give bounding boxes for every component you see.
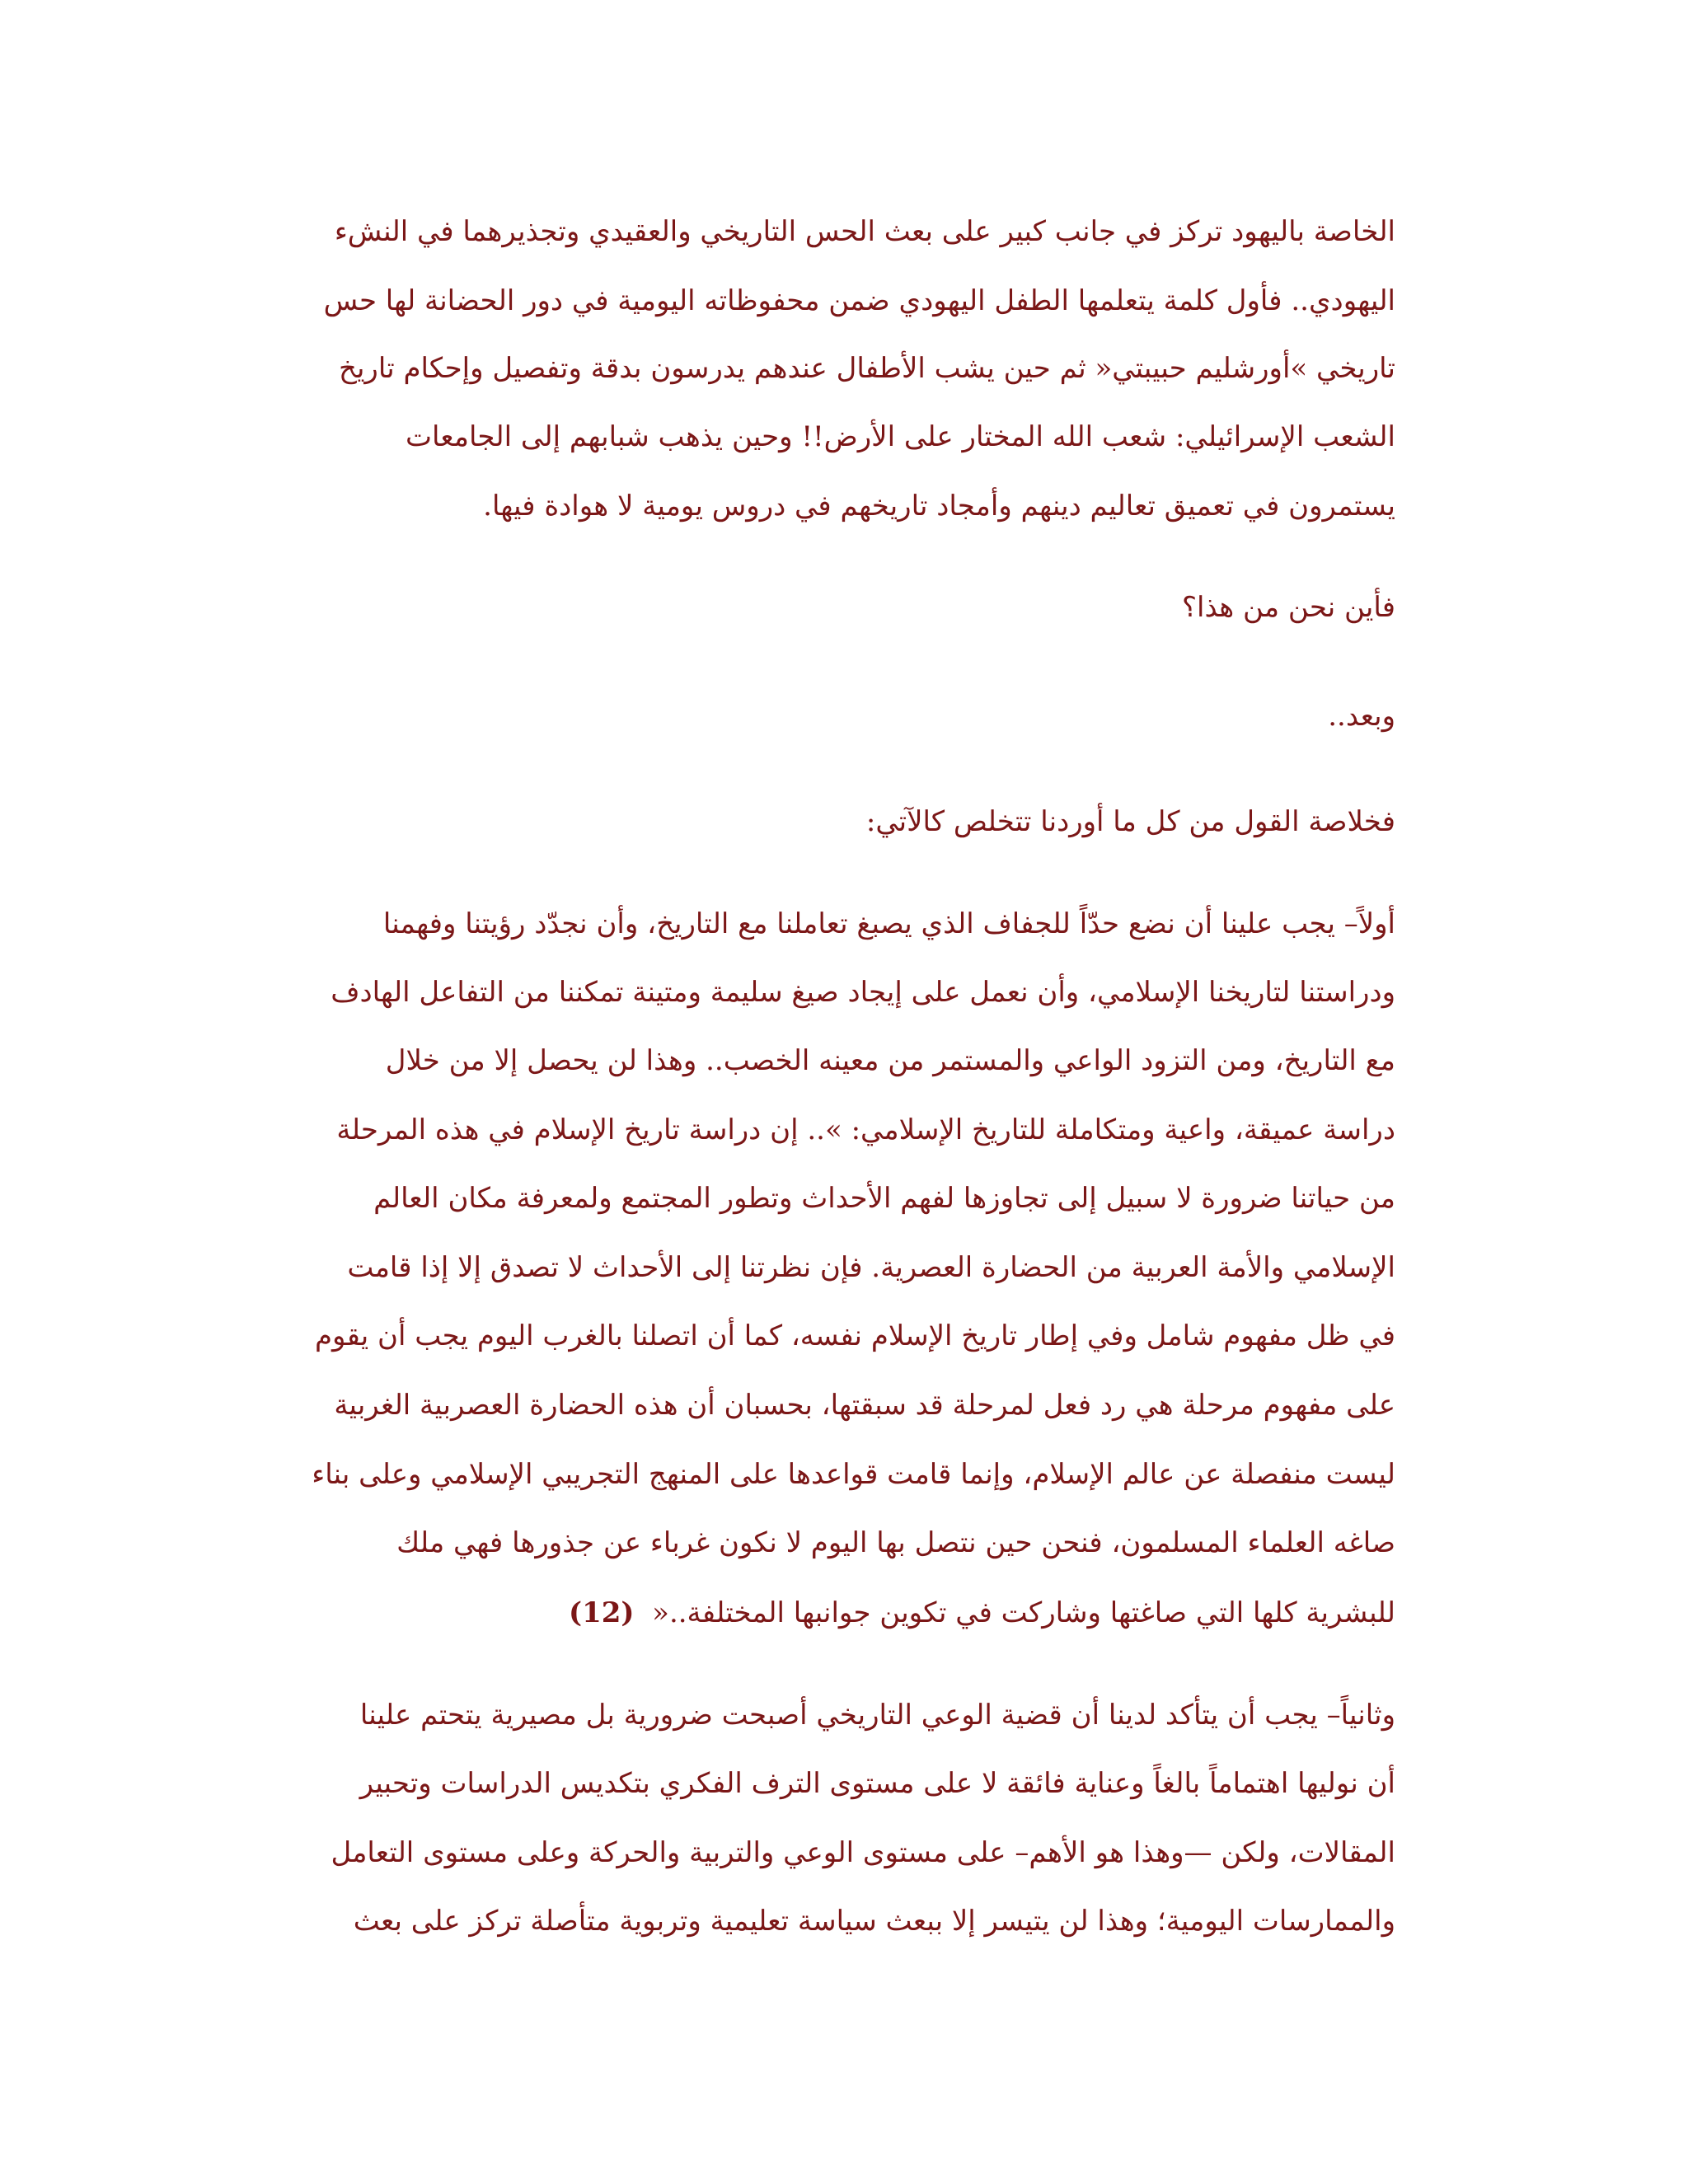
text-line: صاغه العلماء المسلمون، فنحن حين نتصل بها اليوم لا نكون غرباء عن جذورها فهي ملك (396, 1526, 1395, 1559)
text-line: دراسة عميقة، واعية ومتكاملة للتاريخ الإسلامي: ».. إن دراسة تاريخ الإسلام في هذه المرحلة (336, 1113, 1395, 1146)
text-line: الخاصة باليهود تركز في جانب كبير على بعث الحس التاريخي والعقيدي وتجذيرهما في النشء (334, 215, 1395, 248)
text-line: وثانياً– يجب أن يتأكد لدينا أن قضية الوعي التاريخي أصبحت ضرورية بل مصيرية يتحتم علينا (359, 1699, 1395, 1732)
text-line: المقالات، ولكن —وهذا هو الأهم– على مستوى الوعي والتربية والحركة وعلى مستوى التعامل (331, 1836, 1395, 1869)
text-line: في ظل مفهوم شامل وفي إطار تاريخ الإسلام نفسه، كما أن اتصلنا بالغرب اليوم يجب أن يقوم (314, 1319, 1395, 1352)
text-line: تاريخي »أورشليم حبيبتي« ثم حين يشب الأطفال عندهم يدرسون بدقة وتفصيل وإحكام تاريخ (339, 352, 1395, 385)
text-line: أن نوليها اهتماماً بالغاً وعناية فائقة لا على مستوى الترف الفكري بتكديس الدراسات وتحبير (359, 1767, 1395, 1800)
text-line: فخلاصة القول من كل ما أوردنا تتخلص كالآتي: (865, 805, 1395, 838)
text-line: ودراستنا لتاريخنا الإسلامي، وأن نعمل على إيجاد صيغ سليمة ومتينة تمكننا من التفاعل الهادف (331, 976, 1395, 1009)
footnote-reference: (12) (569, 1596, 635, 1629)
text-line: يستمرون في تعميق تعاليم دينهم وأمجاد تاريخهم في دروس يومية لا هوادة فيها. (483, 490, 1395, 523)
text-line: مع التاريخ، ومن التزود الواعي والمستمر من معينه الخصب.. وهذا لن يحصل إلا من خلال (385, 1044, 1395, 1077)
text-line: والممارسات اليومية؛ وهذا لن يتيسر إلا ببعث سياسة تعليمية وتربوية متأصلة تركز على بعث (353, 1905, 1395, 1938)
text-line: أولاً– يجب علينا أن نضع حدّاً للجفاف الذي يصبغ تعاملنا مع التاريخ، وأن نجدّد رؤيتنا وفهمنا (382, 907, 1395, 940)
text-line: وبعد.. (1328, 700, 1395, 733)
text-segment: للبشرية كلها التي صاغتها وشاركت في تكوين جوانبها المختلفة..« (652, 1596, 1395, 1629)
text-line: على مفهوم مرحلة هي رد فعل لمرحلة قد سبقتها، بحسبان أن هذه الحضارة العصربية الغربية (334, 1389, 1395, 1422)
text-line: فأين نحن من هذا؟ (1181, 591, 1395, 624)
text-line: الإسلامي والأمة العربية من الحضارة العصرية. فإن نظرتنا إلى الأحداث لا تصدق إلا إذا قامت (347, 1251, 1395, 1284)
text-line: ليست منفصلة عن عالم الإسلام، وإنما قامت قواعدها على المنهج التجريبي الإسلامي وعلى بناء (312, 1458, 1395, 1491)
text-line: من حياتنا ضرورة لا سبيل إلى تجاوزها لفهم الأحداث وتطور المجتمع ولمعرفة مكان العالم (373, 1182, 1395, 1215)
text-line: اليهودي.. فأول كلمة يتعلمها الطفل اليهودي ضمن محفوظاته اليومية في دور الحضانة لها حس (323, 284, 1395, 317)
text-line: الشعب الإسرائيلي: شعب الله المختار على الأرض!! وحين يذهب شبابهم إلى الجامعات (405, 420, 1395, 453)
text-line (569, 1589, 1395, 1637)
